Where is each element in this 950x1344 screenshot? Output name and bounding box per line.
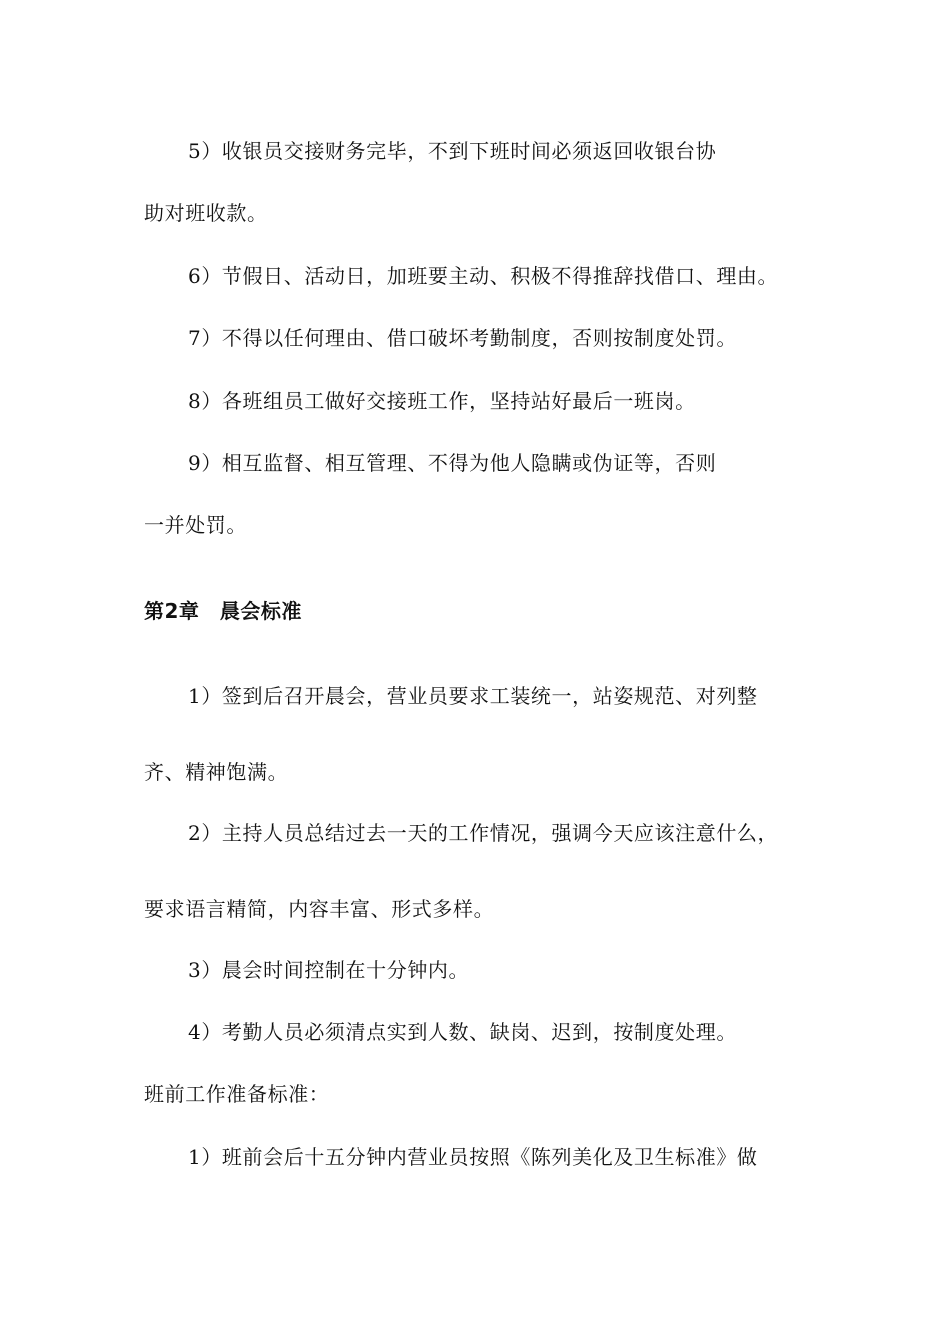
paragraph-item-6: 6）节假日、活动日，加班要主动、积极不得推辞找借口、理由。	[188, 264, 779, 288]
paragraph-item-9-line-1: 9）相互监督、相互管理、不得为他人隐瞒或伪证等，否则	[188, 451, 717, 475]
paragraph-item-5-line-2: 助对班收款。	[144, 201, 268, 225]
paragraph-morning-item-2-line-2: 要求语言精简，内容丰富、形式多样。	[144, 897, 495, 921]
paragraph-item-5-line-1: 5）收银员交接财务完毕，不到下班时间必须返回收银台协	[188, 139, 717, 163]
paragraph-item-8: 8）各班组员工做好交接班工作，坚持站好最后一班岗。	[188, 389, 696, 413]
paragraph-morning-item-4: 4）考勤人员必须清点实到人数、缺岗、迟到，按制度处理。	[188, 1020, 737, 1044]
paragraph-morning-item-1-line-1: 1）签到后召开晨会，营业员要求工装统一，站姿规范、对列整	[188, 684, 758, 708]
paragraph-morning-item-1-line-2: 齐、精神饱满。	[144, 760, 289, 784]
paragraph-pre-shift-item-1: 1）班前会后十五分钟内营业员按照《陈列美化及卫生标准》做	[188, 1145, 758, 1169]
paragraph-item-9-line-2: 一并处罚。	[144, 513, 247, 537]
paragraph-item-7: 7）不得以任何理由、借口破坏考勤制度，否则按制度处罚。	[188, 326, 737, 350]
chapter-heading: 第2章 晨会标准	[144, 599, 302, 623]
paragraph-morning-item-2-line-1: 2）主持人员总结过去一天的工作情况，强调今天应该注意什么，	[188, 821, 779, 845]
pre-shift-title: 班前工作准备标准：	[144, 1082, 330, 1106]
paragraph-morning-item-3: 3）晨会时间控制在十分钟内。	[188, 958, 470, 982]
